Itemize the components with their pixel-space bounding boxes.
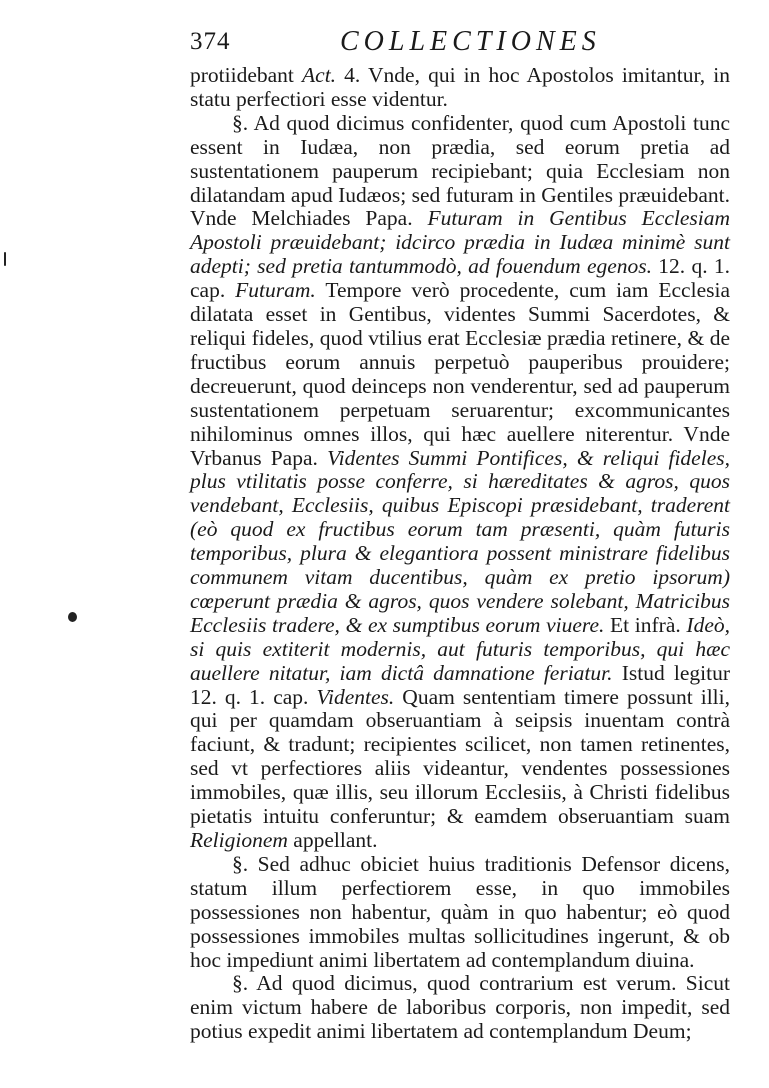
margin-mark bbox=[4, 252, 6, 266]
ink-blot bbox=[68, 612, 77, 622]
quotation: Futuram in Gentibus Ecclesiam Apostoli præuidebant; idcirco prædia in Iudæa minimè sunt adepti; sed pretia tantummodò, ad fouendum egenos. bbox=[190, 206, 730, 279]
citation: Futuram. bbox=[235, 278, 316, 303]
text-span: Tempore verò procedente, cum iam Ecclesia dilatata esset in Gentibus, videntes Summi Sacerdotes, & reliqui fideles, quod vtilius erat Ecclesiæ prædia retinere, & de fructibus eorum annuis perpetuò pauperibus prouidere; decreuerunt, quod deinceps non venderentur, sed ad pauperum sustentationem perpetuam seruarentur; excommunicantes nihilominus omnes illos, qui hæc auellere niterentur. Vnde Vrbanus Papa. bbox=[190, 278, 730, 470]
paragraph-4: §. Ad quod dicimus, quod contrarium est verum. Sicut enim victum habere de laboribus corporis, non impedit, sed potius expedit animi libertatem ad contemplandum Deum; bbox=[190, 971, 730, 1044]
quotation: Ideò, si quis extiterit modernis, aut futuris temporibus, qui hæc auellere nitatur, iam dictâ damnatione feriatur. bbox=[190, 612, 730, 685]
text-span: Istud legitur 12. q. 1. cap. bbox=[190, 660, 730, 709]
paragraph-2 bbox=[190, 112, 730, 853]
text-span: Quam sententiam timere possunt illi, qui per quamdam obseruantiam à seipsis inuentam contrà faciunt, & tradunt; recipientes scilicet, non tamen retinentes, sed vt perfectiores aliis videantur, vendentes possessiones immobiles, quæ illis, seu illorum Ecclesiis, à Christi fidelibus pietatis intuitu conferuntur; & eamdem obseruantiam suam bbox=[190, 684, 731, 829]
text-span: appellant. bbox=[287, 828, 378, 852]
quotation: Videntes Summi Pontifices, & reliqui fideles, plus vtilitatis posse conferre, si hæreditates & agros, quos vendebant, Ecclesiis, quibus Episcopi præsidebant, traderent (eò quod ex fructibus eorum tam præsenti, quàm futuris temporibus, plura & elegantiora possent ministrare fidelibus communem vitam ducentibus, quàm ex pretio ipsorum) cœperunt prædia & agros, quos vendere solebant, Matricibus Ecclesiis tradere, & ex sumptibus eorum viuere. bbox=[190, 445, 730, 637]
text-span: protiidebant bbox=[190, 63, 303, 87]
text-span: Et infrà. bbox=[604, 612, 687, 637]
emphasis: Religionem bbox=[190, 828, 288, 852]
text-span: 4. Vnde, qui in hoc Apostolos imitantur, in statu perfectiori esse videntur. bbox=[190, 63, 731, 111]
citation: Act. bbox=[302, 63, 337, 87]
paragraph-1 bbox=[190, 64, 730, 112]
page-header bbox=[190, 26, 735, 66]
paragraph-3: §. Sed adhuc obiciet huius traditionis Defensor dicens, statum illum perfectiorem esse, in quo immobiles possessiones non habentur, quàm in quo habentur; eò quod possessiones immobiles multas sollicitudines ingerunt, & ob hoc impediunt animi libertatem ad contemplandum diuina. bbox=[190, 851, 730, 972]
page-number: 374 bbox=[190, 28, 231, 55]
text-span: 12. q. 1. cap. bbox=[190, 254, 730, 303]
text-body bbox=[190, 64, 730, 1044]
running-title: COLLECTIONES bbox=[340, 26, 601, 57]
text-span: §. Ad quod dicimus confidenter, quod cum Apostoli tunc essent in Iudæa, non prædia, sed eorum pretia ad sustentationem pauperum recipiebant; quia Ecclesiam non dilatandam apud Iudæos; sed futuram in Gentiles præuidebant. Vnde Melchiades Papa. bbox=[190, 110, 730, 231]
citation: Videntes. bbox=[316, 684, 395, 709]
